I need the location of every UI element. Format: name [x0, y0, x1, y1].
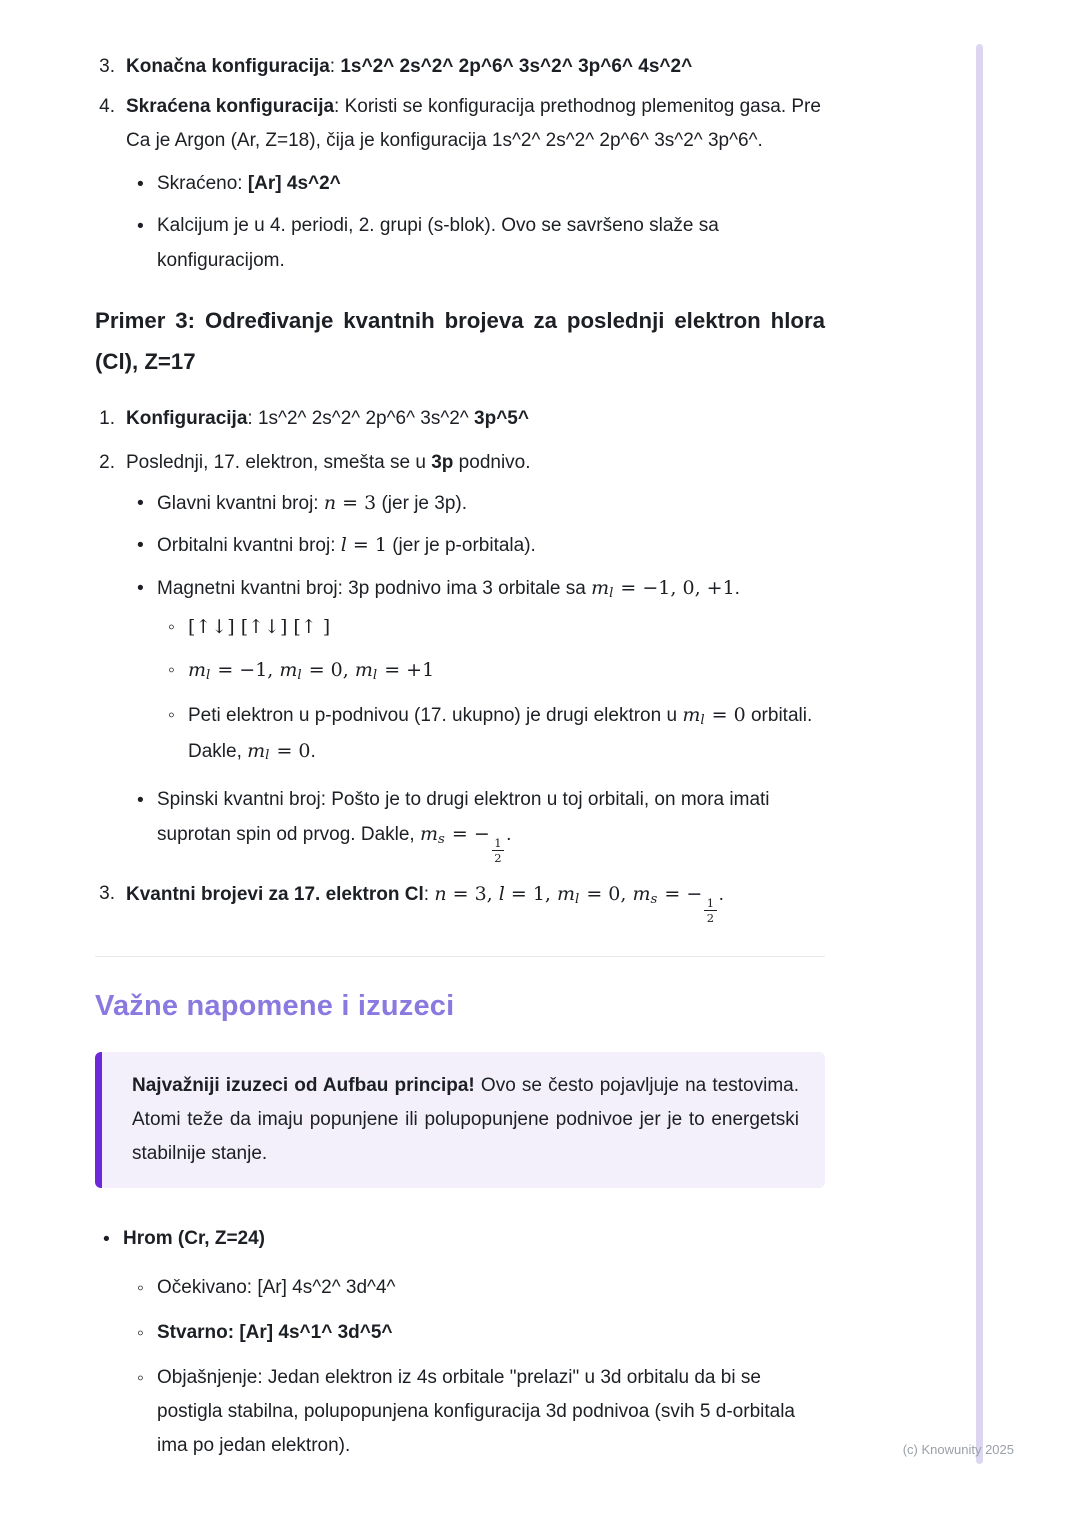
text-run: Hrom (Cr, Z=24)	[123, 1228, 266, 1250]
bullet-icon: •	[137, 172, 144, 195]
text-run: Peti elektron u p-podnivou (17. ukupno) je drugi elektron u	[188, 705, 683, 727]
list-text	[157, 209, 825, 277]
list-text	[188, 610, 825, 645]
text-run: Konačna konfiguracija	[126, 56, 330, 77]
bullet-icon: •	[137, 788, 144, 811]
fraction: $\frac{1}{2}$	[492, 836, 504, 866]
sub-bullet-ml-values	[168, 653, 825, 688]
bullet-icon: •	[137, 533, 144, 556]
sub-bullet-ocekivano	[137, 1271, 825, 1306]
text-run: 3p^5^	[474, 408, 529, 430]
list-text	[126, 90, 825, 158]
text-run: = −1,	[211, 659, 280, 682]
callout-aufbau-exceptions	[95, 1052, 825, 1189]
text-run: m	[682, 704, 701, 727]
text-run: n	[434, 883, 447, 906]
bullet-icon: •	[137, 215, 144, 238]
bullet-item-skraceno	[137, 167, 825, 202]
list-text	[157, 486, 825, 521]
bullet-icon: •	[137, 576, 144, 599]
list-text	[157, 167, 825, 202]
text-run: m	[247, 739, 266, 762]
text-run: = 1,	[504, 883, 557, 906]
scrollbar-track[interactable]	[976, 44, 983, 1464]
list-text	[188, 653, 825, 688]
text-run: Konfiguracija	[126, 408, 248, 430]
text-run: 1s^2^ 2s^2^ 2p^6^ 3s^2^ 3p^6^ 4s^2^	[340, 56, 693, 77]
list-number: 4.	[99, 96, 115, 118]
text-run: l	[265, 748, 270, 764]
sub-bullet-objasnjenje	[137, 1361, 825, 1464]
list-number: 3.	[99, 56, 115, 77]
text-run: .	[734, 577, 740, 599]
text-run: Najvažniji izuzeci od Aufbau principa!	[132, 1074, 475, 1096]
text-run: Poslednji, 17. elektron, smešta se u	[126, 452, 432, 474]
text-run: m	[279, 659, 298, 682]
text-run: = −	[658, 883, 703, 906]
text-run: [Ar] 4s^2^	[247, 172, 341, 194]
text-run: Glavni kvantni broj:	[157, 493, 324, 515]
callout-text	[132, 1069, 799, 1172]
bullet-item-orbitalni	[137, 528, 825, 563]
text-run: m	[354, 659, 373, 682]
circle-bullet-icon: ◦	[168, 704, 175, 727]
text-run: Orbitalni kvantni broj:	[157, 534, 341, 556]
list-text	[188, 698, 825, 768]
sub-bullet-peti	[168, 698, 825, 768]
text-run: Očekivano: [Ar] 4s^2^ 3d^4^	[157, 1277, 396, 1299]
bullet-item-spinski	[137, 783, 825, 866]
text-run: s	[438, 831, 445, 847]
text-run: :	[329, 56, 341, 77]
list-text	[126, 446, 825, 480]
text-run: Skraćena konfiguracija	[126, 96, 335, 118]
text-run: = 0,	[302, 659, 355, 682]
text-run: (jer je p-orbitala).	[386, 534, 536, 556]
text-run: :	[423, 884, 435, 906]
heading-text	[95, 300, 825, 382]
numbered-item-konfiguracija	[95, 402, 825, 436]
text-run: 3p	[431, 452, 454, 474]
text-run: Objašnjenje: Jedan elektron iz 4s orbitale "prelazi" u 3d orbitalu da bi se postigla stabilna, polupopunjena konfiguracija 3d podnivoa (svih 5 d-orbitala ima po jedan elektron).	[157, 1367, 795, 1457]
text-run: Primer 3: Određivanje kvantnih brojeva za poslednji elektron hlora (Cl), Z=17	[95, 307, 825, 374]
text-run: (jer je 3p).	[376, 493, 468, 515]
list-text	[157, 528, 825, 563]
bullet-item-hrom	[103, 1222, 825, 1257]
list-number: 1.	[99, 408, 115, 430]
text-run: l	[575, 892, 580, 908]
example-heading	[95, 300, 825, 382]
text-run: l	[498, 883, 505, 906]
section-heading-napomene: Važne napomene i izuzeci	[95, 989, 455, 1022]
text-run: l	[609, 585, 614, 601]
text-run: Kvantni brojevi za 17. elektron Cl	[126, 884, 424, 906]
text-run: orbitali. Dakle,	[188, 705, 813, 762]
text-run: = −	[445, 822, 490, 845]
list-text	[157, 783, 825, 866]
text-run: = 1	[346, 533, 387, 556]
text-run: n	[323, 492, 337, 515]
circle-bullet-icon: ◦	[137, 1277, 144, 1300]
footer-copyright: (c) Knowunity 2025	[902, 1442, 1014, 1457]
text-run: .	[506, 823, 512, 845]
text-run: Ovo se često pojavljuje na testovima. Atomi teže da imaju popunjene ili polupopunjene podnivoe jer je to energetski stabilnije stanje.	[132, 1074, 799, 1165]
text-run: [↑↓] [↑↓] [↑ ]	[188, 616, 331, 638]
list-text	[126, 50, 825, 84]
list-text	[157, 1316, 825, 1351]
text-run: Magnetni kvantni broj: 3p podnivo ima 3 orbitale sa	[157, 577, 592, 599]
text-run: l	[372, 668, 378, 684]
text-run: = 0	[270, 739, 311, 762]
list-text	[126, 877, 825, 925]
text-run: .	[718, 884, 724, 906]
text-run: m	[420, 822, 439, 845]
bullet-item-glavni	[137, 486, 825, 521]
sub-bullet-stvarno	[137, 1316, 825, 1351]
text-run: l	[700, 713, 705, 729]
text-run: .	[310, 740, 316, 762]
text-run: m	[188, 659, 207, 682]
numbered-item-poslednji	[95, 446, 825, 480]
bullet-icon: •	[103, 1228, 110, 1251]
circle-bullet-icon: ◦	[168, 659, 175, 682]
document-content	[95, 50, 825, 1464]
list-number: 3.	[99, 883, 115, 905]
text-run: Kalcijum je u 4. periodi, 2. grupi (s-blok). Ovo se savršeno slaže sa konfiguracijom.	[157, 215, 719, 271]
text-run: m	[557, 883, 576, 906]
numbered-item-kvantni-brojevi	[95, 877, 825, 925]
text-run: Skraćeno:	[157, 172, 248, 194]
bullet-item-kalcijum	[137, 209, 825, 277]
list-text	[123, 1222, 825, 1257]
list-text	[157, 571, 825, 606]
text-run: : Koristi se konfiguracija prethodnog plemenitog gasa. Pre Ca je Argon (Ar, Z=18), čija je konfiguracija 1s^2^ 2s^2^ 2p^6^ 3s^2^ 3p^6^.	[126, 96, 821, 152]
text-run: podnivo.	[453, 452, 531, 474]
list-text	[157, 1361, 825, 1464]
text-run: Spinski kvantni broj: Pošto je to drugi elektron u toj orbitali, on mora imati suprotan spin od prvog. Dakle,	[157, 788, 770, 845]
text-run: l	[297, 668, 302, 684]
circle-bullet-icon: ◦	[168, 616, 175, 638]
text-run: = −1, 0, +1	[614, 576, 735, 599]
list-text	[126, 402, 825, 436]
text-run: : 1s^2^ 2s^2^ 2p^6^ 3s^2^	[247, 408, 475, 430]
text-run: = 0,	[580, 883, 633, 906]
text-run: l	[340, 533, 347, 556]
text-run: m	[632, 883, 651, 906]
circle-bullet-icon: ◦	[137, 1322, 144, 1345]
list-text	[157, 1271, 825, 1306]
numbered-item-konacna	[95, 50, 825, 84]
bullet-item-magnetni	[137, 571, 825, 606]
text-run: = 3,	[446, 883, 499, 906]
section-divider	[95, 956, 825, 957]
sub-bullet-orbital-boxes	[168, 610, 825, 645]
list-number: 2.	[99, 452, 115, 474]
text-run: = +1	[378, 659, 435, 682]
bullet-icon: •	[137, 492, 144, 515]
numbered-item-skracena	[95, 90, 825, 158]
text-run: m	[591, 576, 610, 599]
circle-bullet-icon: ◦	[137, 1367, 144, 1390]
text-run: s	[650, 892, 658, 908]
text-run: Stvarno: [Ar] 4s^1^ 3d^5^	[157, 1322, 393, 1344]
fraction: $\frac{1}{2}$	[704, 896, 716, 926]
text-run: = 0	[705, 704, 746, 727]
text-run: = 3	[336, 492, 377, 515]
text-run: l	[206, 668, 211, 684]
